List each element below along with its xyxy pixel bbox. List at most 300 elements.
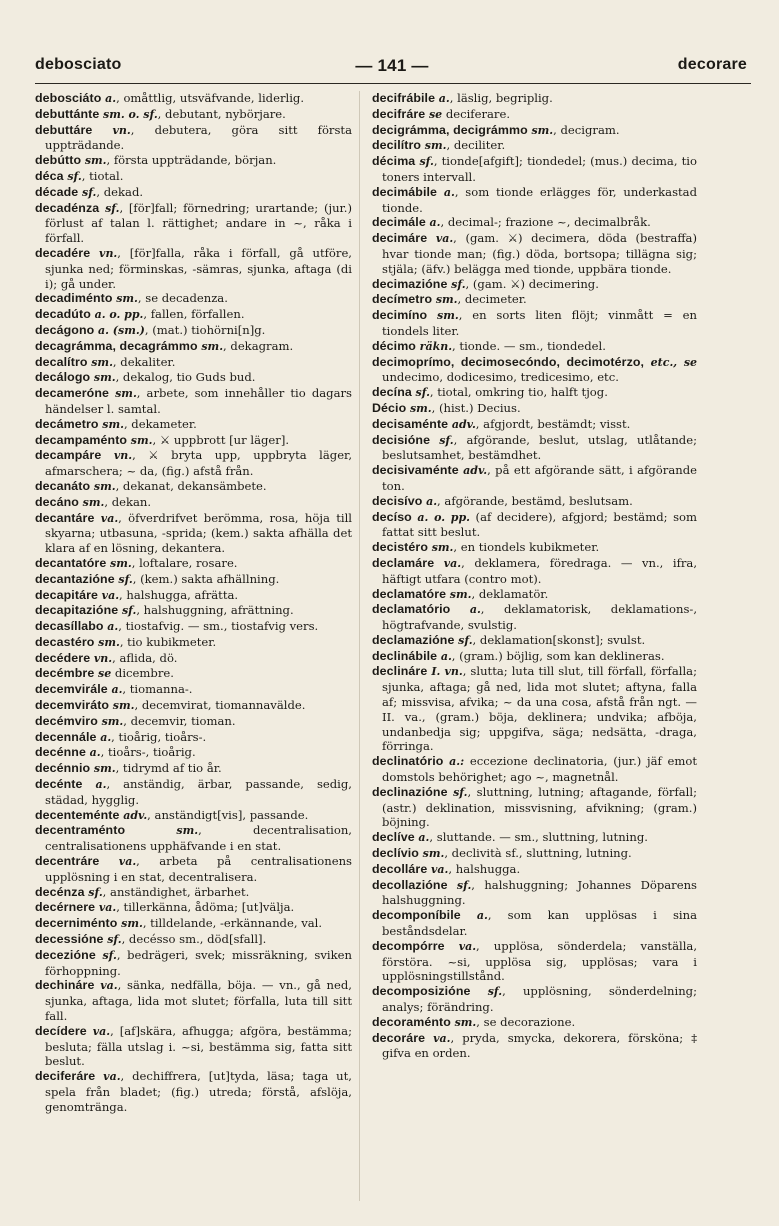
entry-definition: , (gam. ⚔) decimera, döda (bestraffa) hvar tionde man; (fig.) döda, bortsopa; tillägna sig; stjäla; (äfv.) belägga med tionde, uppbära tionde. bbox=[382, 231, 697, 276]
entry-grammar-label: vn. bbox=[112, 123, 131, 137]
entry-definition: , fallen, förfallen. bbox=[143, 307, 245, 322]
entry-grammar-label: va. bbox=[98, 901, 117, 915]
entry-headword: decérnere bbox=[35, 900, 96, 915]
entry-definition: , sluttning, lutning; aftagande, förfall; (astr.) deklination, missvisning, afvikning; (gram.) böjning. bbox=[382, 784, 697, 830]
dictionary-entry bbox=[372, 984, 697, 1015]
dictionary-entry bbox=[372, 830, 697, 846]
entry-definition: , halshugga, afrätta. bbox=[119, 587, 239, 602]
entry-headword: decampaménto bbox=[35, 432, 128, 447]
dictionary-entry bbox=[372, 154, 697, 185]
dictionary-entry bbox=[35, 107, 352, 123]
entry-grammar-label: sm. bbox=[431, 541, 454, 555]
entry-headword: declinazióne bbox=[372, 784, 448, 799]
right-column bbox=[372, 91, 697, 1203]
entry-grammar-label: sm. bbox=[91, 355, 113, 369]
entry-grammar-label: sm. bbox=[98, 635, 120, 649]
entry-headword: decanáto bbox=[35, 478, 91, 493]
entry-grammar-label: va. bbox=[458, 939, 477, 953]
entry-grammar-label: sm. bbox=[424, 139, 447, 153]
entry-grammar-label: sm. bbox=[93, 762, 116, 776]
entry-headword: decemviráto bbox=[35, 698, 110, 713]
dictionary-entry bbox=[35, 291, 352, 307]
entry-grammar-label: va. bbox=[435, 232, 454, 246]
dictionary-entry bbox=[372, 339, 697, 355]
entry-definition: , upplösa, sönderdela; vanställa, förstöra. ~si, upplösa sig, upplösas; vara i upplösningstillstånd. bbox=[382, 938, 697, 984]
entry-definition: , deklamera, föredraga. — vn., ifra, häftigt utfara (contro mot). bbox=[382, 555, 697, 586]
entry-definition: , afgjordt, bestämdt; visst. bbox=[475, 416, 631, 431]
entry-grammar-label: sm. bbox=[116, 292, 138, 306]
entry-definition: , som kan upplösas i sina beståndsdelar. bbox=[382, 908, 697, 939]
entry-definition: eccezione declinatoria, (jur.) jäf emot domstols behörighet; ago ~, magnetnål. bbox=[382, 754, 697, 785]
entry-definition: , dekan. bbox=[104, 494, 152, 509]
entry-grammar-label: sm. bbox=[102, 417, 124, 431]
entry-grammar-label: a. bbox=[443, 185, 455, 199]
dictionary-entry bbox=[35, 91, 352, 107]
entry-headword: decimoprímo, decimosecóndo, decimotérzo, bbox=[372, 354, 645, 369]
dictionary-entry bbox=[372, 664, 697, 754]
entry-definition: , se decadenza. bbox=[137, 291, 228, 306]
dictionary-entry bbox=[372, 385, 697, 401]
entry-grammar-label: va. bbox=[118, 855, 137, 869]
dictionary-entry bbox=[372, 107, 697, 123]
entry-definition: , tiomanna-. bbox=[122, 682, 193, 697]
entry-headword: decantazióne bbox=[35, 571, 115, 586]
entry-grammar-label: sm. bbox=[422, 847, 445, 861]
dictionary-entry bbox=[35, 948, 352, 979]
header-rule bbox=[35, 83, 751, 84]
entry-grammar-label: sm. bbox=[82, 495, 105, 509]
dictionary-entry bbox=[35, 479, 352, 495]
entry-definition: , [för]falla, råka i förfall, gå utföre, sjunka ned; förminskas, -sämras, sjunka, aftaga (di i); gå under. bbox=[45, 245, 352, 291]
dictionary-entry bbox=[372, 215, 697, 231]
entry-grammar-label: a. o. pp. bbox=[94, 308, 144, 322]
entry-grammar-label: se bbox=[428, 107, 443, 121]
dictionary-entry bbox=[35, 823, 352, 854]
entry-grammar-label: adv. bbox=[451, 417, 476, 431]
entry-grammar-label: sf. bbox=[67, 169, 82, 183]
entry-definition: , decemvirat, tiomannavälde. bbox=[134, 698, 306, 713]
entry-headword: decáno bbox=[35, 494, 79, 509]
entry-grammar-label: a. bbox=[95, 778, 107, 792]
entry-grammar-label: va. bbox=[100, 979, 118, 993]
entry-grammar-label: sf. bbox=[453, 785, 468, 799]
entry-grammar-label: sm. bbox=[93, 479, 116, 493]
entry-definition: , decimal-; frazione ~, decimalbråk. bbox=[440, 215, 651, 230]
entry-grammar-label: va. bbox=[433, 1031, 451, 1045]
entry-grammar-label: sf. bbox=[415, 386, 430, 400]
entry-grammar-label: sf. bbox=[487, 985, 503, 999]
dictionary-entry bbox=[35, 777, 352, 808]
entry-definition: , öfverdrifvet berömma, rosa, höja till skyarna; utbasuna, -sprida; (kem.) sakta afhälla det klara af en lösning, dekantera. bbox=[45, 510, 352, 556]
entry-definition: , som tionde erlägges för, underkastad tionde. bbox=[382, 184, 697, 215]
entry-headword: debuttánte bbox=[35, 106, 100, 121]
entry-headword: décimo bbox=[372, 338, 416, 353]
entry-headword: decémviro bbox=[35, 713, 98, 728]
entry-grammar-label: sf. bbox=[121, 604, 137, 618]
dictionary-entry bbox=[372, 231, 697, 276]
page-number: — 141 — bbox=[355, 56, 429, 75]
entry-definition: , tidrymd af tio år. bbox=[115, 761, 222, 776]
dictionary-entry bbox=[35, 153, 352, 169]
entry-grammar-label: a. bbox=[105, 92, 117, 105]
entry-grammar-label: sm. bbox=[531, 123, 554, 137]
entry-grammar-label: se bbox=[98, 667, 112, 681]
entry-grammar-label: a.: bbox=[449, 755, 465, 769]
entry-headword: decifráre bbox=[372, 106, 426, 121]
entry-headword: decentráre bbox=[35, 854, 100, 869]
dictionary-entry bbox=[372, 649, 697, 665]
dictionary-entry bbox=[372, 463, 697, 494]
dictionary-entry bbox=[35, 1069, 352, 1114]
dictionary-entry bbox=[35, 885, 352, 901]
entry-definition: , (kem.) sakta afhällning. bbox=[132, 571, 280, 586]
entry-grammar-label: sf. bbox=[456, 878, 472, 892]
entry-grammar-label: va. bbox=[100, 511, 119, 525]
dictionary-entry bbox=[35, 651, 352, 667]
entry-grammar-label: sm. bbox=[130, 433, 153, 447]
dictionary-entry bbox=[35, 246, 352, 291]
entry-headword: debútto bbox=[35, 153, 82, 168]
entry-headword: decerniménto bbox=[35, 916, 118, 931]
entry-headword: decantatóre bbox=[35, 555, 107, 570]
entry-headword: decennále bbox=[35, 729, 97, 744]
entry-grammar-label: a. bbox=[476, 909, 488, 923]
entry-grammar-label: a. bbox=[111, 683, 123, 697]
entry-headword: decessióne bbox=[35, 932, 104, 947]
dictionary-entry bbox=[35, 978, 352, 1023]
entry-grammar-label: a. bbox=[426, 494, 438, 508]
dictionary-entry bbox=[372, 1031, 697, 1062]
entry-definition: , ⚔ bryta upp, uppbryta läger, afmarschera; ~ da, (fig.) afstå från. bbox=[45, 448, 352, 479]
entry-headword: decimazióne bbox=[372, 276, 448, 291]
entry-definition: , aflida, dö. bbox=[112, 650, 178, 665]
dictionary-entry bbox=[35, 854, 352, 885]
entry-grammar-label: sf. bbox=[419, 155, 434, 169]
entry-grammar-label: adv. bbox=[123, 808, 148, 822]
entry-headword: decína bbox=[372, 385, 412, 400]
entry-grammar-label: a. o. pp. bbox=[417, 510, 470, 524]
dictionary-entry bbox=[372, 540, 697, 556]
entry-headword: decímetro bbox=[372, 292, 433, 307]
entry-grammar-label: a. bbox=[100, 730, 112, 744]
dictionary-entry bbox=[372, 862, 697, 878]
entry-headword: decalítro bbox=[35, 354, 88, 369]
entry-grammar-label: sm. bbox=[454, 1015, 477, 1029]
entry-grammar-label: sm. bbox=[121, 917, 143, 931]
dictionary-entry bbox=[35, 417, 352, 433]
entry-grammar-label: sf. bbox=[458, 633, 473, 647]
entry-definition: , tioårs-, tioårig. bbox=[100, 745, 196, 760]
entry-headword: decapitáre bbox=[35, 587, 98, 602]
column-divider bbox=[359, 91, 360, 1201]
entry-headword: decastéro bbox=[35, 634, 95, 649]
entry-definition: , tiotal, omkring tio, halft tjog. bbox=[429, 385, 608, 400]
entry-definition: undecimo, dodicesimo, tredicesimo, etc. bbox=[382, 370, 619, 385]
entry-headword: decasíllabo bbox=[35, 619, 104, 634]
entry-definition: , declività sf., sluttning, lutning. bbox=[444, 846, 632, 861]
dictionary-entry bbox=[372, 754, 697, 785]
dictionary-entry bbox=[372, 510, 697, 541]
dictionary-entry bbox=[35, 682, 352, 698]
entry-grammar-label: sm. bbox=[115, 387, 137, 401]
entry-headword: decomposizióne bbox=[372, 984, 471, 999]
entry-grammar-label: a. bbox=[89, 746, 101, 760]
entry-grammar-label: sf. bbox=[102, 948, 117, 962]
entry-definition: , tiotal. bbox=[81, 168, 124, 183]
entry-definition: , afgörande, beslut, utslag, utlåtande; beslutsamhet, bestämdhet. bbox=[382, 432, 697, 463]
dictionary-entry bbox=[35, 433, 352, 449]
entry-headword: decoraménto bbox=[372, 1014, 451, 1029]
entry-grammar-label: sm. bbox=[176, 824, 199, 838]
dictionary-entry bbox=[35, 339, 352, 355]
dictionary-entry bbox=[35, 1024, 352, 1069]
entry-headword: décima bbox=[372, 154, 416, 169]
dictionary-entry bbox=[372, 433, 697, 464]
entry-grammar-label: adv. bbox=[463, 464, 488, 478]
entry-definition: , pryda, smycka, dekorera, försköna; ‡ gifva en orden. bbox=[382, 1030, 697, 1061]
dictionary-entry bbox=[372, 185, 697, 216]
entry-headword: deciferáre bbox=[35, 1069, 96, 1084]
dictionary-entry bbox=[372, 494, 697, 510]
entry-headword: decadúto bbox=[35, 307, 91, 322]
entry-definition: , läslig, begriplig. bbox=[449, 91, 553, 105]
entry-headword: decadiménto bbox=[35, 291, 113, 306]
entry-headword: decénnio bbox=[35, 761, 91, 776]
dictionary-entry bbox=[35, 185, 352, 201]
entry-definition: , en tiondels kubikmeter. bbox=[453, 540, 600, 555]
entry-definition: , decésso sm., död[sfall]. bbox=[121, 932, 267, 947]
entry-headword: dechináre bbox=[35, 978, 95, 993]
entry-headword: decapitazióne bbox=[35, 603, 119, 618]
entry-grammar-label: vn. bbox=[113, 449, 133, 463]
entry-grammar-label: va. bbox=[443, 556, 462, 570]
entry-headword: decemvirále bbox=[35, 682, 108, 697]
dictionary-entry bbox=[372, 355, 697, 386]
entry-headword: decénne bbox=[35, 745, 86, 760]
entry-grammar-label: sm. bbox=[437, 309, 459, 323]
entry-headword: decimábile bbox=[372, 184, 438, 199]
dictionary-entry bbox=[35, 495, 352, 511]
dictionary-entry bbox=[35, 588, 352, 604]
entry-grammar-label: a. (sm.) bbox=[98, 323, 145, 337]
dictionary-entry bbox=[372, 785, 697, 830]
dictionary-entry bbox=[35, 745, 352, 761]
dictionary-entry bbox=[35, 761, 352, 777]
entry-definition: , anständig, ärbar, passande, sedig, städad, hygglig. bbox=[45, 777, 352, 807]
entry-headword: decomponíbile bbox=[372, 908, 461, 923]
entry-grammar-label: a. bbox=[107, 620, 119, 634]
entry-definition: , upplösning, sönderdelning; analys; förändring. bbox=[382, 984, 697, 1015]
entry-grammar-label: va. bbox=[101, 588, 120, 602]
entry-definition: , halshuggning; Johannes Döparens halshuggning. bbox=[382, 877, 697, 908]
dictionary-entry bbox=[372, 602, 697, 633]
entry-headword: decigrámma, decigrámmo bbox=[372, 122, 528, 137]
entry-definition: , arbete, som innehåller tio dagars händelser l. samtal. bbox=[45, 386, 352, 416]
dictionary-entry bbox=[35, 556, 352, 572]
entry-definition: , tioårig, tioårs-. bbox=[111, 729, 207, 744]
dictionary-entry bbox=[35, 635, 352, 651]
entry-headword: declamatório bbox=[372, 602, 451, 617]
entry-grammar-label: a. bbox=[469, 603, 481, 617]
dictionary-entry bbox=[35, 355, 352, 371]
entry-definition: , anständighet, ärbarhet. bbox=[102, 884, 250, 899]
dictionary-entry bbox=[35, 572, 352, 588]
entry-definition: , deklamatorisk, deklamations-, högtrafvande, svulstig. bbox=[382, 602, 697, 633]
entry-definition: , debutant, nybörjare. bbox=[157, 106, 286, 121]
dictionary-entry bbox=[35, 307, 352, 323]
entry-definition: , se decorazione. bbox=[476, 1014, 576, 1029]
entry-definition: , på ett afgörande sätt, i afgörande ton. bbox=[382, 463, 697, 493]
dictionary-entry bbox=[35, 448, 352, 479]
dictionary-entry bbox=[372, 846, 697, 862]
entry-headword: decistéro bbox=[372, 540, 428, 555]
entry-definition: , tionde. — sm., tiondedel. bbox=[452, 338, 606, 353]
entry-grammar-label: sm. bbox=[112, 699, 135, 713]
entry-grammar-label: sf. bbox=[118, 572, 133, 586]
entry-headword: decenteménte bbox=[35, 807, 120, 822]
entry-headword: decadére bbox=[35, 245, 91, 260]
entry-headword: decimáre bbox=[372, 231, 428, 246]
entry-headword: decampáre bbox=[35, 448, 102, 463]
dictionary-entry bbox=[372, 123, 697, 139]
entry-headword: decídere bbox=[35, 1023, 87, 1038]
entry-headword: decolláre bbox=[372, 861, 428, 876]
entry-definition: deciferare. bbox=[442, 106, 511, 121]
entry-definition: , [af]skära, afhugga; afgöra, bestämma; besluta; fälla utslag i. ~si, bestämma sig, fatta sitt beslut. bbox=[45, 1023, 352, 1069]
entry-definition: , tionde[afgift]; tiondedel; (mus.) decima, tio toners intervall. bbox=[382, 154, 697, 184]
entry-headword: decimíno bbox=[372, 308, 428, 323]
entry-grammar-label: sf. bbox=[105, 201, 120, 215]
entry-definition: (af decidere), afgjord; bestämd; som fattat sitt beslut. bbox=[382, 509, 697, 540]
entry-definition: , afgörande, bestämd, beslutsam. bbox=[437, 493, 633, 508]
entry-grammar-label: va. bbox=[431, 862, 449, 876]
entry-definition: , tiostafvig. — sm., tiostafvig vers. bbox=[118, 619, 319, 634]
entry-headword: debuttáre bbox=[35, 122, 93, 137]
entry-definition: , dekaliter. bbox=[112, 354, 176, 369]
entry-definition: , deklamation[skonst]; svulst. bbox=[472, 632, 646, 647]
entry-headword: declamáre bbox=[372, 555, 435, 570]
dictionary-entry bbox=[35, 201, 352, 246]
entry-headword: declinatório bbox=[372, 754, 444, 769]
entry-definition: dicembre. bbox=[111, 666, 174, 681]
entry-definition: , [för]fall; förnedring; urartande; (jur.) förlust af talan l. rättighet; andare in ~, råka i förfall. bbox=[45, 200, 352, 246]
entry-headword: decifrábile bbox=[372, 91, 436, 105]
entry-definition: , dekalog, tio Guds bud. bbox=[115, 370, 256, 385]
entry-headword: decálogo bbox=[35, 370, 91, 385]
dictionary-entry bbox=[35, 698, 352, 714]
dictionary-entry bbox=[35, 370, 352, 386]
entry-definition: , tillerkänna, ådöma; [ut]välja. bbox=[116, 900, 295, 915]
entry-grammar-label: sm. bbox=[409, 401, 432, 415]
entry-grammar-label: sf. bbox=[107, 933, 122, 947]
entry-grammar-label: sm. bbox=[110, 556, 132, 570]
dictionary-entry bbox=[372, 401, 697, 417]
entry-headword: decisaménte bbox=[372, 416, 449, 431]
dictionary-entry bbox=[35, 323, 352, 339]
entry-grammar-label: vn. bbox=[99, 246, 118, 260]
entry-headword: decédere bbox=[35, 650, 91, 665]
entry-headword: decadénza bbox=[35, 200, 100, 215]
entry-definition: , sänka, nedfälla, böja. — vn., gå ned, sjunka, aftaga, lida mot slutet; förfalla, luta till sitt fall. bbox=[45, 978, 352, 1024]
entry-grammar-label: I. vn. bbox=[431, 665, 463, 679]
dictionary-entry bbox=[35, 808, 352, 824]
entry-headword: decisióne bbox=[372, 432, 431, 447]
entry-headword: Décio bbox=[372, 400, 407, 415]
entry-headword: decimále bbox=[372, 215, 426, 230]
entry-grammar-label: sf. bbox=[451, 277, 466, 291]
entry-headword: decíso bbox=[372, 509, 412, 524]
dictionary-entry bbox=[372, 292, 697, 308]
dictionary-entry bbox=[372, 277, 697, 293]
entry-headword: declináre bbox=[372, 664, 428, 679]
left-column bbox=[35, 91, 352, 1203]
entry-definition: , en sorts liten flöjt; vinmått = en tiondels liter. bbox=[382, 308, 697, 338]
entry-headword: décade bbox=[35, 184, 79, 199]
entry-headword: debosciáto bbox=[35, 91, 102, 105]
entry-grammar-label: sf. bbox=[82, 185, 97, 199]
entry-headword: decompórre bbox=[372, 938, 445, 953]
entry-grammar-label: sm. bbox=[84, 154, 107, 168]
entry-grammar-label: a. bbox=[440, 649, 452, 663]
dictionary-entry bbox=[35, 714, 352, 730]
entry-headword: declívio bbox=[372, 846, 419, 861]
dictionary-entry bbox=[372, 633, 697, 649]
entry-definition: , decemvir, tioman. bbox=[123, 713, 236, 728]
dictionary-entry bbox=[372, 1015, 697, 1031]
entry-headword: decisivaménte bbox=[372, 463, 459, 478]
entry-headword: declinábile bbox=[372, 648, 438, 663]
entry-headword: decezióne bbox=[35, 947, 96, 962]
entry-grammar-label: sm. o. sf. bbox=[103, 107, 158, 121]
dictionary-entry bbox=[372, 878, 697, 909]
entry-headword: decameróne bbox=[35, 386, 110, 401]
dictionary-entry bbox=[35, 900, 352, 916]
entry-grammar-label: sm. bbox=[201, 339, 224, 353]
entry-definition: , (gam. ⚔) decimering. bbox=[465, 276, 599, 291]
entry-headword: declamazióne bbox=[372, 632, 455, 647]
dictionary-entry bbox=[372, 417, 697, 433]
entry-definition: , tio kubikmeter. bbox=[119, 634, 217, 649]
entry-headword: decisívo bbox=[372, 493, 423, 508]
entry-definition: , dechiffrera, [ut]tyda, läsa; taga ut, spela från bladet; (fig.) utreda; förstå, afslöja, genomtränga. bbox=[45, 1069, 352, 1114]
entry-definition: , (mat.) tiohörni[n]g. bbox=[144, 322, 266, 337]
entry-headword: déca bbox=[35, 168, 64, 183]
entry-grammar-label: vn. bbox=[93, 651, 113, 665]
entry-definition: , första uppträdande, början. bbox=[106, 153, 277, 168]
header-right-headword: decorare bbox=[677, 56, 747, 73]
entry-definition: , sluttande. — sm., sluttning, lutning. bbox=[429, 830, 648, 845]
header-left-headword: debosciato bbox=[35, 56, 122, 73]
entry-grammar-label: sf. bbox=[88, 885, 103, 899]
dictionary-entry bbox=[35, 386, 352, 417]
entry-definition: , anständigt[vis], passande. bbox=[147, 807, 309, 822]
entry-definition: , (hist.) Decius. bbox=[431, 400, 521, 415]
dictionary-entry bbox=[35, 603, 352, 619]
entry-grammar-label: sm. bbox=[449, 587, 472, 601]
entry-definition: , slutta; luta till slut, till förfall, förfalla; sjunka, aftaga; gå ned, lida mot slutet; aftyna, falla af; missvisa, afvika; ~ da una cosa, afstå från ngt. — II. va., (gram.) böja, deklinera; undvika; afböja, undanbedja sig; uppgifva, säga; nedsätta, -draga, förringa. bbox=[382, 664, 697, 754]
entry-headword: decámetro bbox=[35, 416, 99, 431]
entry-grammar-label: sm. bbox=[101, 714, 124, 728]
entry-grammar-label: a. bbox=[429, 216, 441, 230]
entry-definition: , (gram.) böjlig, som kan deklineras. bbox=[451, 648, 665, 663]
dictionary-entry bbox=[35, 511, 352, 556]
entry-definition: , dekad. bbox=[96, 184, 144, 199]
entry-definition: , halshuggning, afrättning. bbox=[136, 603, 294, 618]
entry-headword: decémbre bbox=[35, 666, 95, 681]
entry-definition: , decigram. bbox=[553, 122, 620, 137]
entry-definition: , decentralisation, centralisationens upphäfvande i en stat. bbox=[45, 823, 352, 854]
entry-definition: , decimeter. bbox=[457, 292, 527, 307]
